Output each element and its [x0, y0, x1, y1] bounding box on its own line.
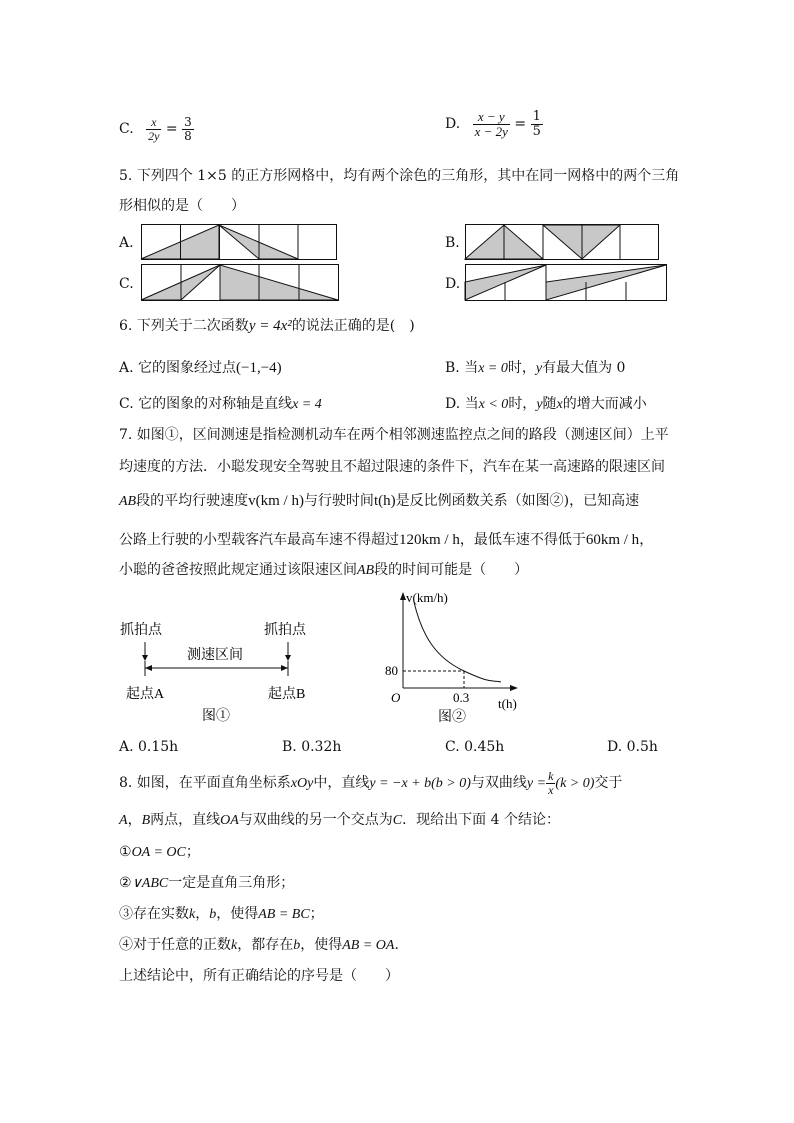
q8-l1-f: y = [526, 776, 547, 792]
q5-option-a-label[interactable]: A. [119, 235, 134, 251]
q6-stem-post: 的说法正确的是( ) [291, 318, 415, 334]
q7-l5-ab: AB [357, 563, 375, 578]
q5-d-triangle-2 [546, 265, 666, 300]
q6-option-b-math2: y [535, 361, 543, 376]
q7-l3-d: 与行驶时间 [303, 493, 374, 509]
q6-option-b-post: 有最大值为 0 [542, 360, 626, 376]
q4-option-d-label: D. [445, 116, 461, 133]
q8-l1-e: 与双曲线 [470, 775, 527, 792]
q4-option-c-eq: = [165, 121, 178, 138]
q8-c3-f: AB = BC [258, 907, 310, 922]
fig1-camera-left: 抓拍点 [120, 623, 162, 638]
q5-grid-a[interactable] [141, 224, 337, 260]
q7-l5-c: 段的时间可能是（ ） [374, 562, 529, 578]
q8-l2-oa: OA [220, 813, 239, 828]
q7-figure-2 [384, 588, 534, 730]
fig1-zone-label: 测速区间 [187, 648, 243, 663]
q7-stem-line4 [119, 533, 653, 548]
q7-stem-line5 [119, 563, 528, 578]
q5-option-c-label[interactable]: C. [119, 276, 134, 292]
q6-stem-math: y = 4x² [248, 318, 292, 334]
fig2-hyperbola [414, 602, 501, 682]
q4-option-d[interactable] [445, 110, 543, 138]
q8-prompt: 上述结论中，所有正确结论的序号是（ ） [119, 968, 399, 984]
q7-l4-e: ， [639, 532, 654, 548]
q7-figure-1 [118, 612, 318, 732]
q8-c3-e: ，使得 [216, 906, 259, 922]
q6-stem-pre: 6. 下列关于二次函数 [119, 318, 249, 334]
q6-option-d-math2: y [536, 397, 543, 412]
q5-stem-line1: 5. 下列四个 1×5 的正方形网格中，均有两个涂色的三角形，其中在同一网格中的两个三角 [119, 168, 680, 184]
q7-l3-ab: AB [119, 494, 137, 509]
q5-stem-line2: 形相似的是（ ） [119, 198, 245, 214]
q7-option-b[interactable]: B. 0.32h [282, 739, 342, 755]
q4-option-c-lhs: $\frac{x}{2y}$ [148, 115, 160, 143]
q5-grid-c[interactable] [141, 264, 339, 301]
fig1-camera-right: 抓拍点 [264, 623, 306, 638]
q8-c3-d: b [209, 907, 217, 922]
q8-c3-c: ， [195, 906, 210, 922]
fig1-caption: 图① [202, 709, 230, 724]
q6-option-d-math3: x [556, 397, 563, 412]
q6-option-d-post: 的增大而减小 [562, 396, 647, 412]
q8-c2-a: ② [119, 875, 132, 891]
q7-l3-b: 段的平均行驶速度 [136, 493, 249, 509]
q6-option-b-math1: x = 0 [478, 361, 508, 376]
q4-option-d-eq: = [514, 116, 527, 133]
q6-option-b[interactable] [445, 361, 625, 376]
q6-option-d-mid: 时， [508, 396, 537, 412]
q7-l4-a: 公路上行驶的小型载客汽车最高车速不得超过 [119, 532, 399, 548]
q6-option-c-text: C. 它的图象的对称轴是直线 [119, 396, 293, 412]
q8-l2-b: ， [127, 812, 142, 828]
q8-c4-f: AB = OA [342, 938, 395, 953]
fig2-x-tick: 0.3 [453, 690, 470, 705]
q7-l5-a: 小聪的爸爸按照此规定通过该限速区间 [119, 562, 357, 578]
q8-stem-line1 [119, 770, 622, 796]
q7-stem-line3 [119, 494, 639, 509]
fig1-start-label: 起点A [126, 687, 165, 702]
fig1-zone-arrow-right [281, 665, 288, 671]
fig1-zone-arrow-left [145, 665, 152, 671]
q8-l2-a: A [119, 813, 128, 828]
q6-option-a[interactable] [119, 361, 282, 376]
q7-option-a[interactable]: A. 0.15h [119, 739, 179, 755]
q6-option-b-pre: B. 当 [445, 360, 479, 376]
q8-l2-h: ．现给出下面 4 个结论： [402, 812, 560, 828]
q7-option-c[interactable]: C. 0.45h [445, 739, 505, 755]
fig2-ylabel: v(km/h) [406, 590, 448, 605]
q7-stem-line2: 均速度的方法．小聪发现安全驾驶且不超过限速的条件下，汽车在某一高速路的限速区间 [119, 459, 665, 475]
q6-option-d-mid2: 随 [542, 396, 557, 412]
q4-option-c-label: C. [119, 121, 134, 138]
q8-l1-h: 交于 [594, 775, 623, 792]
q6-option-d-math1: x < 0 [478, 397, 509, 412]
fig1-end-label: 起点B [268, 687, 306, 702]
q8-l2-f: 与双曲线的另一个交点为 [238, 812, 393, 828]
q8-c4-g: ． [394, 937, 409, 953]
q5-grid-d[interactable] [465, 264, 667, 301]
q8-c4-b: k [231, 938, 238, 953]
q6-stem [119, 319, 415, 334]
fig1-left-arrow-head [142, 655, 148, 661]
q8-c4-c: ，都存在 [237, 937, 294, 953]
q8-conclusion-3 [119, 907, 324, 922]
q5-option-b-label[interactable]: B. [445, 235, 460, 251]
q7-l3-v: v(km / h) [248, 493, 304, 509]
q8-l1-a: 8. 如图，在平面直角坐标系 [119, 775, 291, 792]
q6-option-c[interactable] [119, 397, 322, 412]
q6-option-d-pre: D. 当 [445, 396, 479, 412]
q8-l1-c: 中，直线 [313, 775, 370, 792]
q5-option-d-label[interactable]: D. [445, 276, 461, 292]
q8-c3-g: ； [309, 906, 324, 922]
q6-option-a-math: (−1,−4) [236, 360, 282, 376]
q8-c3-a: ③存在实数 [119, 906, 189, 922]
q8-c2-b: ∨ABC [131, 876, 169, 891]
q4-option-c[interactable] [119, 116, 194, 142]
q6-option-a-text: A. 它的图象经过点 [119, 360, 237, 376]
q8-c1-c: ； [185, 844, 200, 860]
fig2-xlabel: t(h) [498, 696, 517, 711]
q4-option-d-rhs: $\frac{1}{5}$ [532, 109, 541, 139]
q4-option-d-lhs: $\frac{x - y}{x - 2y}$ [474, 109, 508, 139]
q7-stem-line1: 7. 如图①，区间测速是指检测机动车在两个相邻测速监控点之间的路段（测速区间）上平 [119, 427, 669, 443]
q8-conclusion-2 [119, 876, 294, 891]
q8-c2-c: 一定是直角三角形； [168, 875, 295, 891]
q8-l2-c-point: C [392, 813, 403, 828]
q7-l3-t: t(h) [373, 493, 396, 509]
q7-l4-d: 60km / h [585, 532, 640, 548]
q8-l2-d: 两点，直线 [150, 812, 221, 828]
q4-option-c-rhs: $\frac{3}{8}$ [184, 115, 192, 143]
fig2-y-tick: 80 [385, 663, 398, 678]
q6-option-b-mid: 时， [507, 360, 536, 376]
q7-option-d[interactable]: D. 0.5h [607, 739, 658, 755]
q8-l1-line-eq: y = −x + b(b > 0) [369, 776, 471, 792]
q8-l1-frac: $\frac{k}{x}$ [548, 769, 554, 797]
q8-c1-a: ① [119, 844, 132, 860]
q8-l1-xoy: xOy [290, 776, 314, 792]
q6-option-c-math: x = 4 [292, 397, 322, 412]
q8-c4-d: b [293, 938, 301, 953]
fig2-caption: 图② [438, 710, 466, 725]
q5-grid-b[interactable] [465, 224, 659, 260]
q8-conclusion-4 [119, 938, 408, 953]
q8-stem-line2 [119, 813, 560, 828]
q7-l3-f: 是反比例函数关系（如图②)，已知高速 [395, 493, 640, 509]
q8-c1-b: OA = OC [131, 845, 186, 860]
q8-c4-a: ④对于任意的正数 [119, 937, 231, 953]
q5-c-triangle-2 [220, 265, 338, 300]
fig2-origin: O [391, 690, 401, 705]
q8-l2-c: B [141, 813, 151, 828]
q8-c4-e: ，使得 [300, 937, 343, 953]
q8-l1-g: (k > 0) [555, 776, 595, 792]
q7-l4-c: ，最低车速不得低于 [459, 532, 586, 548]
q8-c3-b: k [189, 907, 196, 922]
fig1-right-arrow-head [285, 655, 291, 661]
fig2-x-axis-arrow [510, 685, 518, 691]
q8-conclusion-1 [119, 845, 200, 860]
q6-option-d[interactable] [445, 397, 647, 412]
q7-l4-b: 120km / h [399, 532, 460, 548]
